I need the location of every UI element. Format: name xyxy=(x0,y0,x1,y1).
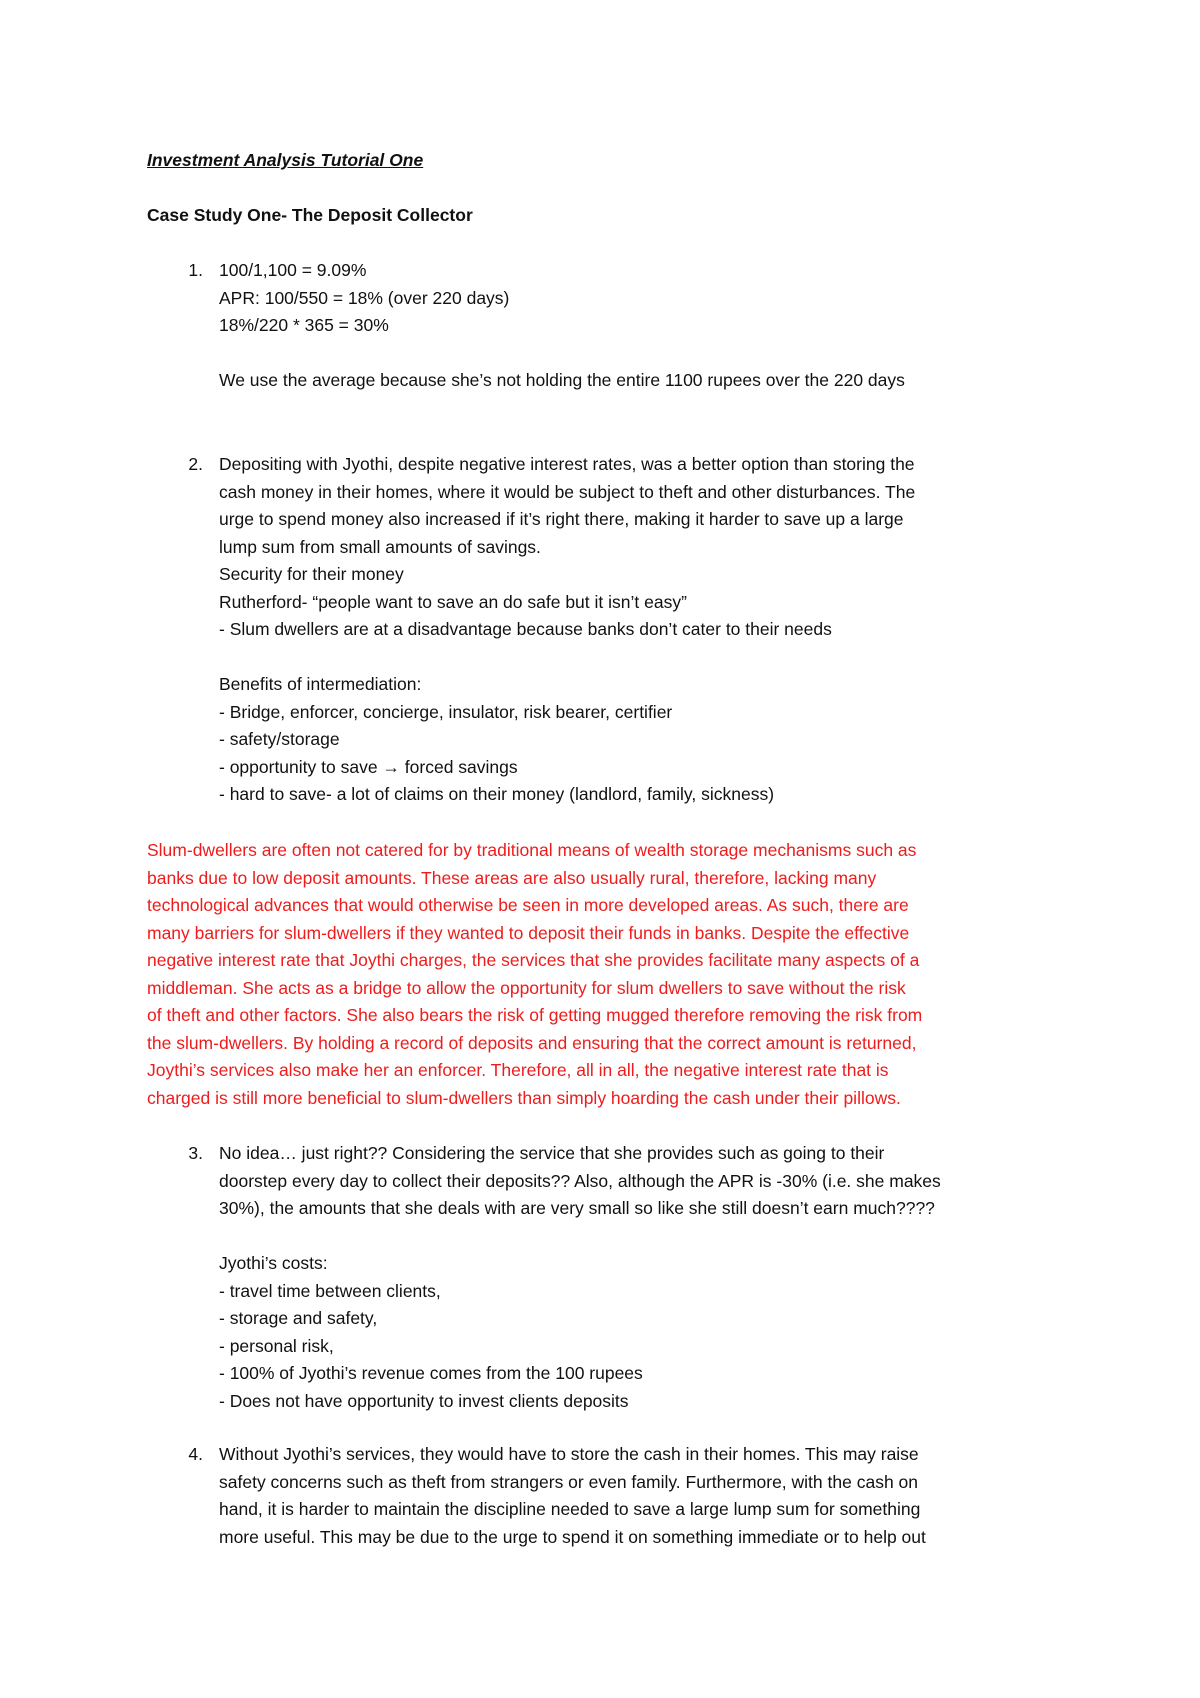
red-paragraph-line: Joythi’s services also make her an enforcer. Therefore, all in all, the negative interest rate that is xyxy=(147,1060,889,1080)
case-study-heading: Case Study One- The Deposit Collector xyxy=(147,205,473,225)
answer-4-line: hand, it is harder to maintain the discipline needed to save a large lump sum for something xyxy=(219,1499,921,1519)
answer-2-line: lump sum from small amounts of savings. xyxy=(219,536,541,557)
red-paragraph-line: middleman. She acts as a bridge to allow the opportunity for slum dwellers to save without the risk xyxy=(147,977,906,998)
red-paragraph-line: the slum-dwellers. By holding a record of deposits and ensuring that the correct amount is returned, xyxy=(147,1032,917,1053)
answer-3-line: 30%), the amounts that she deals with are very small so like she still doesn’t earn much???? xyxy=(219,1198,935,1218)
answer-1-body xyxy=(219,257,1059,395)
answer-2-line: Rutherford- “people want to save an do safe but it isn’t easy” xyxy=(219,591,687,612)
answer-2-line: urge to spend money also increased if it’s right there, making it harder to save up a large xyxy=(219,509,904,529)
answer-1-line: 100/1,100 = 9.09% xyxy=(219,260,367,280)
answer-2-line: - Bridge, enforcer, concierge, insulator, risk bearer, certifier xyxy=(219,701,673,722)
answer-1-line: APR: 100/550 = 18% (over 220 days) xyxy=(219,287,510,308)
answer-2-line: - opportunity to save → forced savings xyxy=(219,756,518,777)
answer-2-line: Security for their money xyxy=(219,564,404,584)
answer-1-number: 1. xyxy=(188,260,203,280)
answer-4-line: Without Jyothi’s services, they would have to store the cash in their homes. This may raise xyxy=(219,1444,919,1464)
answer-2-line: cash money in their homes, where it would be subject to theft and other disturbances. The xyxy=(219,481,916,502)
red-paragraph-line: negative interest rate that Joythi charges, the services that she provides facilitate many aspects of a xyxy=(147,950,920,970)
answer-3-line: - Does not have opportunity to invest clients deposits xyxy=(219,1390,629,1411)
red-paragraph-line: of theft and other factors. She also bears the risk of getting mugged therefore removing the risk from xyxy=(147,1005,923,1025)
answer-4 xyxy=(147,1441,1067,1551)
answer-3-line: - travel time between clients, xyxy=(219,1280,441,1301)
answer-3-line: - storage and safety, xyxy=(219,1308,378,1328)
answer-3-line: - personal risk, xyxy=(219,1335,334,1356)
answer-2-line: - safety/storage xyxy=(219,729,340,749)
answer-2-line: Depositing with Jyothi, despite negative interest rates, was a better option than storing the xyxy=(219,454,915,474)
costs-heading: Jyothi’s costs: xyxy=(219,1253,328,1273)
answer-3 xyxy=(147,1140,1067,1415)
answer-2 xyxy=(147,451,1067,809)
answer-4-body xyxy=(219,1441,1059,1551)
answer-1-line: 18%/220 * 365 = 30% xyxy=(219,315,389,335)
answer-3-line: - 100% of Jyothi’s revenue comes from the 100 rupees xyxy=(219,1363,643,1383)
benefits-heading: Benefits of intermediation: xyxy=(219,674,422,694)
red-paragraph-line: banks due to low deposit amounts. These areas are also usually rural, therefore, lacking many xyxy=(147,867,877,888)
red-answer-paragraph xyxy=(147,837,1063,1112)
answer-1-line: We use the average because she’s not holding the entire 1100 rupees over the 220 days xyxy=(219,370,905,390)
red-paragraph-line: technological advances that would otherwise be seen in more developed areas. As such, there are xyxy=(147,895,909,915)
answer-2-number: 2. xyxy=(188,454,203,474)
answer-2-line: - hard to save- a lot of claims on their money (landlord, family, sickness) xyxy=(219,784,775,804)
answer-2-body xyxy=(219,451,1059,809)
answer-3-line: doorstep every day to collect their deposits?? Also, although the APR is -30% (i.e. she makes xyxy=(219,1170,941,1191)
answer-4-number: 4. xyxy=(188,1444,203,1464)
answer-2-line: - Slum dwellers are at a disadvantage because banks don’t cater to their needs xyxy=(219,619,832,639)
red-paragraph-line: many barriers for slum-dwellers if they wanted to deposit their funds in banks. Despite the effective xyxy=(147,922,910,943)
answer-1 xyxy=(147,257,1067,395)
answer-4-line: more useful. This may be due to the urge to spend it on something immediate or to help out xyxy=(219,1526,926,1547)
document-title: Investment Analysis Tutorial One xyxy=(147,150,424,170)
answer-4-line: safety concerns such as theft from strangers or even family. Furthermore, with the cash on xyxy=(219,1471,919,1492)
answer-3-number: 3. xyxy=(188,1143,203,1163)
red-paragraph-line: charged is still more beneficial to slum-dwellers than simply hoarding the cash under their pillows. xyxy=(147,1087,901,1108)
red-paragraph-line: Slum-dwellers are often not catered for by traditional means of wealth storage mechanisms such as xyxy=(147,840,917,860)
answer-3-line: No idea… just right?? Considering the service that she provides such as going to their xyxy=(219,1143,885,1163)
answer-3-body xyxy=(219,1140,1059,1415)
